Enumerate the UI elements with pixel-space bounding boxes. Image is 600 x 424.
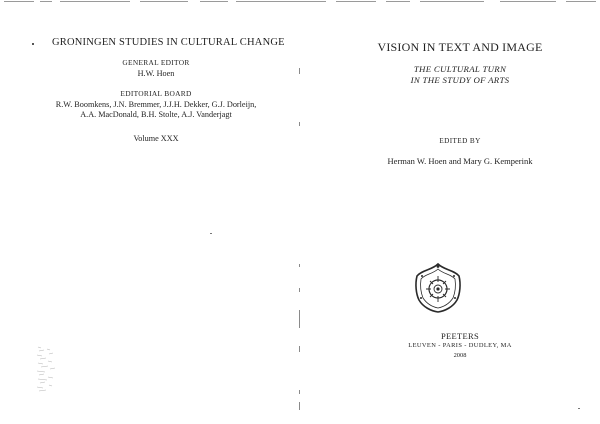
right-page-title-page [300,0,600,424]
general-editor-heading: GENERAL EDITOR [122,58,190,67]
publication-year: 2008 [453,352,467,359]
stray-mark [210,233,212,234]
stray-mark [32,43,34,45]
general-editor-block [40,58,272,79]
left-page-series-info [0,0,296,424]
general-editor-name: H.W. Hoen [137,68,175,78]
publisher-name: PEETERS [441,331,479,341]
editorial-board-line-1: R.W. Boomkens, J.N. Bremmer, J.J.H. Dekker, G.J. Dorleijn, [55,99,257,109]
series-title [52,37,285,48]
series-title-text: GRONINGEN STUDIES IN CULTURAL CHANGE [52,37,285,48]
book-subtitle [360,64,560,86]
publisher-seal-icon [413,262,463,314]
margin-scribble [36,345,58,395]
stray-mark [578,408,580,409]
publisher-imprint: LEUVEN - PARIS - DUDLEY, MA [408,342,512,349]
editorial-board-block [40,89,272,121]
volume-number: Volume XXX [133,134,179,143]
book-title: VISION IN TEXT AND IMAGE [377,40,543,54]
editors-names: Herman W. Hoen and Mary G. Kemperink [387,156,533,166]
editorial-board-line-2: A.A. MacDonald, B.H. Stolte, A.J. Vanderjagt [80,110,232,119]
edited-by-label: EDITED BY [439,137,481,145]
subtitle-line-1: THE CULTURAL TURN [413,64,507,74]
editorial-board-heading: EDITORIAL BOARD [120,89,192,98]
subtitle-line-2: IN THE STUDY OF ARTS [410,75,510,85]
